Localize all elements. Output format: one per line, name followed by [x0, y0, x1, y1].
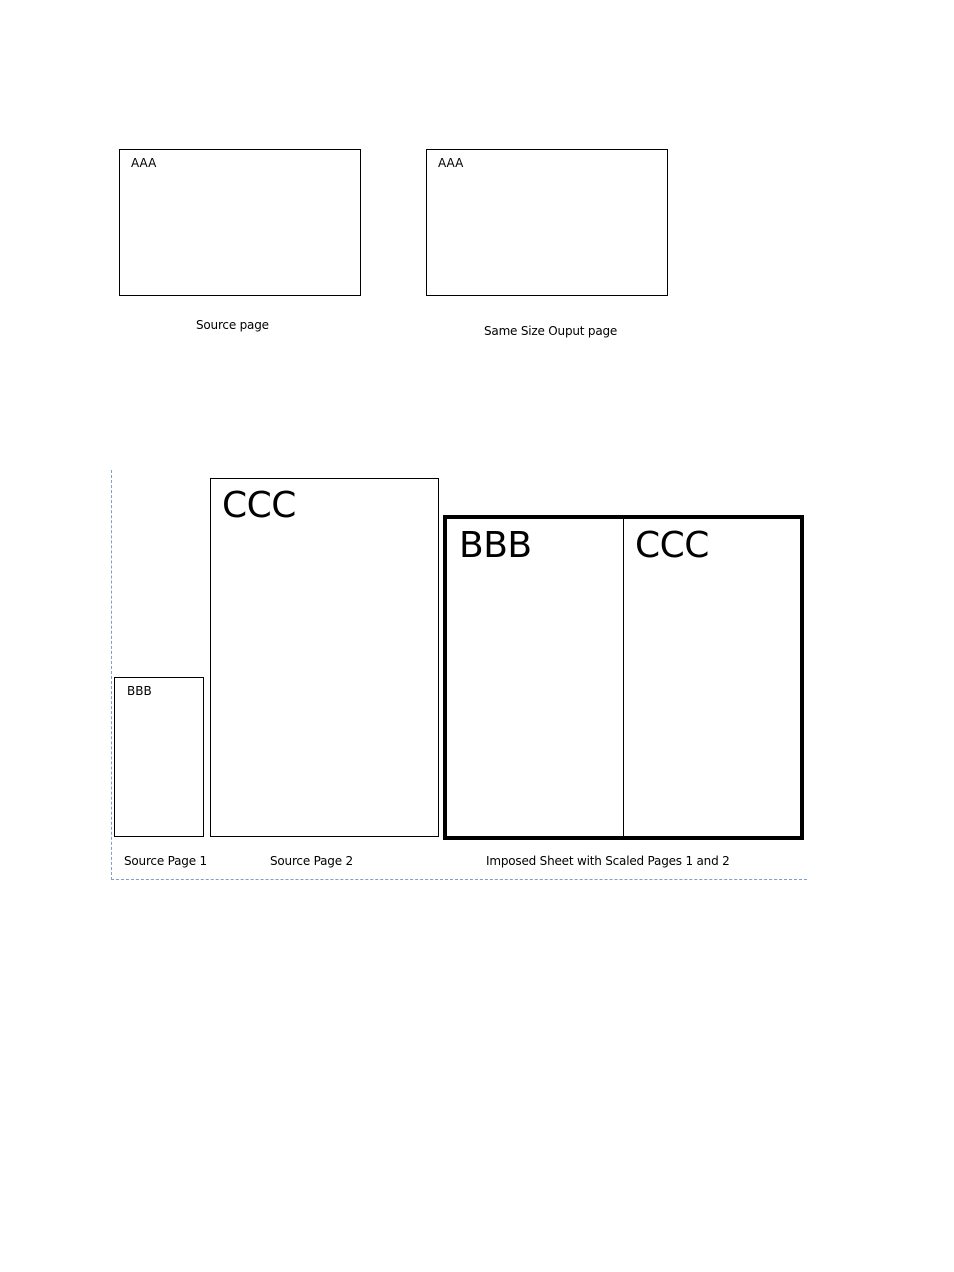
source-page-caption: Source page [196, 318, 269, 332]
output-page-box [426, 149, 668, 296]
output-page-text: AAA [438, 156, 464, 170]
output-page-caption: Same Size Ouput page [484, 324, 618, 338]
source-page-1-text: BBB [127, 684, 152, 698]
source-page-2-text: CCC [222, 485, 296, 526]
source-page-2-caption: Source Page 2 [270, 854, 353, 868]
imposed-sheet-left-text: BBB [459, 525, 532, 566]
imposed-sheet-caption: Imposed Sheet with Scaled Pages 1 and 2 [486, 854, 730, 868]
source-page-box [119, 149, 361, 296]
source-page-text: AAA [131, 156, 157, 170]
source-page-1-box [114, 677, 204, 837]
source-page-2-box [210, 478, 439, 837]
imposed-sheet-divider [623, 519, 624, 836]
imposed-sheet-right-text: CCC [635, 525, 709, 566]
imposed-sheet-box [443, 515, 804, 840]
source-page-1-caption: Source Page 1 [124, 854, 207, 868]
